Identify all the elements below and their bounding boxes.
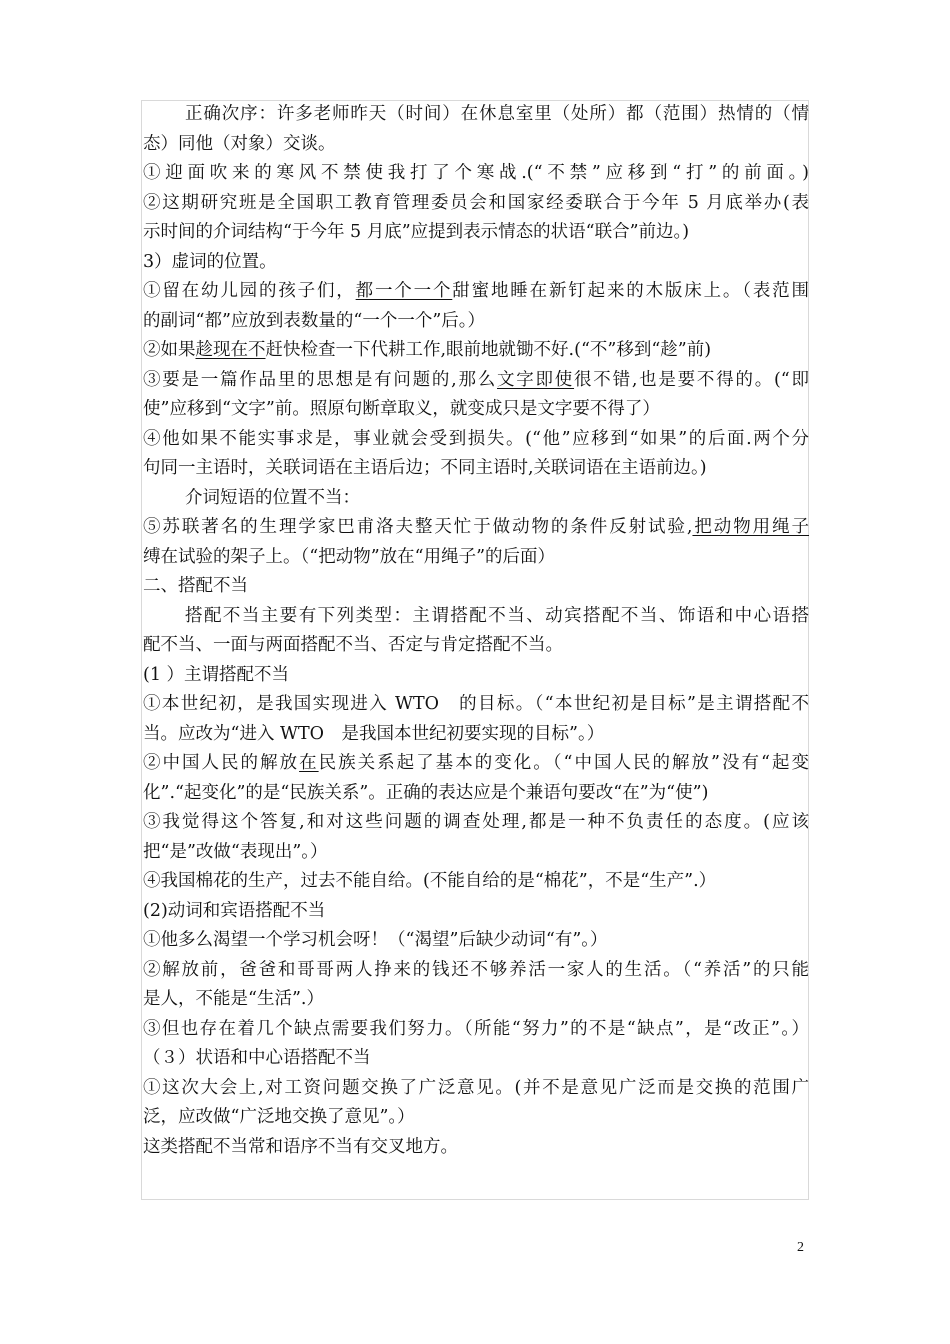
paragraph-line: 介词短语的位置不当： bbox=[185, 487, 360, 508]
paragraph-line: ③但也存在着几个缺点需要我们努力。（所能“努力”的不是“缺点”，是“改正”。） bbox=[143, 1018, 809, 1039]
paragraph-line bbox=[143, 336, 809, 366]
paragraph-line: 态）同他（对象）交谈。 bbox=[143, 133, 336, 154]
paragraph-line bbox=[143, 749, 809, 779]
paragraph-line: ④他如果不能实事求是，事业就会受到损失。(“他”应移到“如果”的后面.两个分 bbox=[143, 428, 809, 449]
paragraph-line: 示时间的介词结构“于今年 5 月底”应提到表示情态的状语“联合”前边。) bbox=[143, 222, 690, 242]
text-span: 甜蜜地睡在新钉起来的木版床上。（表范围 bbox=[452, 281, 810, 301]
document-body bbox=[143, 100, 809, 1162]
paragraph-line: 泛，应改做“广泛地交换了意见”。） bbox=[143, 1107, 415, 1127]
text-span: ③要是一篇作品里的思想是有问题的,那么 bbox=[143, 369, 497, 390]
text-span: ②中国人民的解放 bbox=[143, 753, 300, 773]
text-span: 民族关系起了基本的变化。（“中国人民的解放”没有“起变 bbox=[318, 753, 809, 773]
paragraph-line: 搭配不当主要有下列类型：主谓搭配不当、动宾搭配不当、饰语和中心语搭 bbox=[185, 605, 809, 626]
paragraph-line: 缚在试验的架子上。（“把动物”放在“用绳子”的后面） bbox=[143, 546, 556, 567]
underlined-text: 把动物用绳子 bbox=[692, 517, 810, 537]
paragraph-line bbox=[143, 513, 809, 543]
subsection-heading: (1 ）主谓搭配不当 bbox=[143, 664, 290, 685]
text-span: ②如果 bbox=[143, 340, 196, 360]
text-span: ⑤苏联著名的生理学家巴甫洛夫整天忙于做动物的条件反射试验, bbox=[143, 517, 693, 537]
paragraph-line: ①他多么渴望一个学习机会呀！（“渴望”后缺少动词“有”。） bbox=[143, 930, 608, 950]
paragraph-line: ①这次大会上,对工资问题交换了广泛意见。(并不是意见广泛而是交换的范围广 bbox=[143, 1077, 809, 1098]
subsection-heading: （３）状语和中心语搭配不当 bbox=[143, 1048, 371, 1068]
underlined-text: 文字即使 bbox=[497, 369, 575, 390]
paragraph-line bbox=[143, 366, 809, 396]
paragraph-line: 配不当、一面与两面搭配不当、否定与肯定搭配不当。 bbox=[143, 635, 563, 655]
underlined-text: 都一个一个 bbox=[355, 281, 453, 301]
paragraph-line bbox=[143, 277, 809, 307]
paragraph-line: 是人，不能是“生活”.） bbox=[143, 989, 324, 1009]
paragraph-line: 句同一主语时，关联词语在主语后边；不同主语时,关联词语在主语前边。) bbox=[143, 458, 707, 478]
text-span: 赶快检查一下代耕工作,眼前地就锄不好.(“不”移到“趁”前) bbox=[265, 340, 712, 360]
page-number: 2 bbox=[797, 1240, 804, 1255]
paragraph-line: 使”应移到“文字”前。照原句断章取义，就变成只是文字要不得了） bbox=[143, 399, 660, 419]
section-heading: 二、搭配不当 bbox=[143, 576, 248, 596]
underlined-text: 趁现在不 bbox=[195, 340, 266, 360]
subsection-heading: (2)动词和宾语搭配不当 bbox=[143, 900, 326, 921]
paragraph-line: ②这期研究班是全国职工教育管理委员会和国家经委联合于今年 5 月底举办(表 bbox=[143, 192, 809, 213]
paragraph-line: ①迎面吹来的寒风不禁使我打了个寒战.(“不禁”应移到“打”的前面。) bbox=[143, 163, 809, 183]
paragraph-line: ③我觉得这个答复,和对这些问题的调查处理,都是一种不负责任的态度。(应该 bbox=[143, 812, 809, 832]
paragraph-line: 正确次序：许多老师昨天（时间）在休息室里（处所）都（范围）热情的（情 bbox=[185, 104, 809, 124]
text-span: ①留在幼儿园的孩子们， bbox=[143, 281, 356, 301]
paragraph-line: ④我国棉花的生产，过去不能自给。(不能自给的是“棉花”，不是“生产”.） bbox=[143, 871, 717, 891]
text-span: 很不错,也是要不得的。(“即 bbox=[574, 369, 810, 390]
paragraph-line: 当。应改为“进入 WTO 是我国本世纪初要实现的目标”。） bbox=[143, 723, 605, 744]
paragraph-line: ②解放前，爸爸和哥哥两人挣来的钱还不够养活一家人的生活。（“养活”的只能 bbox=[143, 959, 809, 980]
section-heading: 3）虚词的位置。 bbox=[143, 251, 277, 272]
paragraph-line: 把“是”改做“表现出”。） bbox=[143, 841, 328, 862]
underlined-text: 在 bbox=[299, 753, 319, 773]
paragraph-line: 这类搭配不当常和语序不当有交叉地方。 bbox=[143, 1136, 458, 1157]
paragraph-line: 的副词“都”应放到表数量的“一个一个”后。） bbox=[143, 310, 486, 331]
paragraph-line: ①本世纪初，是我国实现进入 WTO 的目标。（“本世纪初是目标”是主谓搭配不 bbox=[143, 694, 809, 714]
paragraph-line: 化”.“起变化”的是“民族关系”。正确的表达应是个兼语句要改“在”为“使”) bbox=[143, 782, 709, 803]
